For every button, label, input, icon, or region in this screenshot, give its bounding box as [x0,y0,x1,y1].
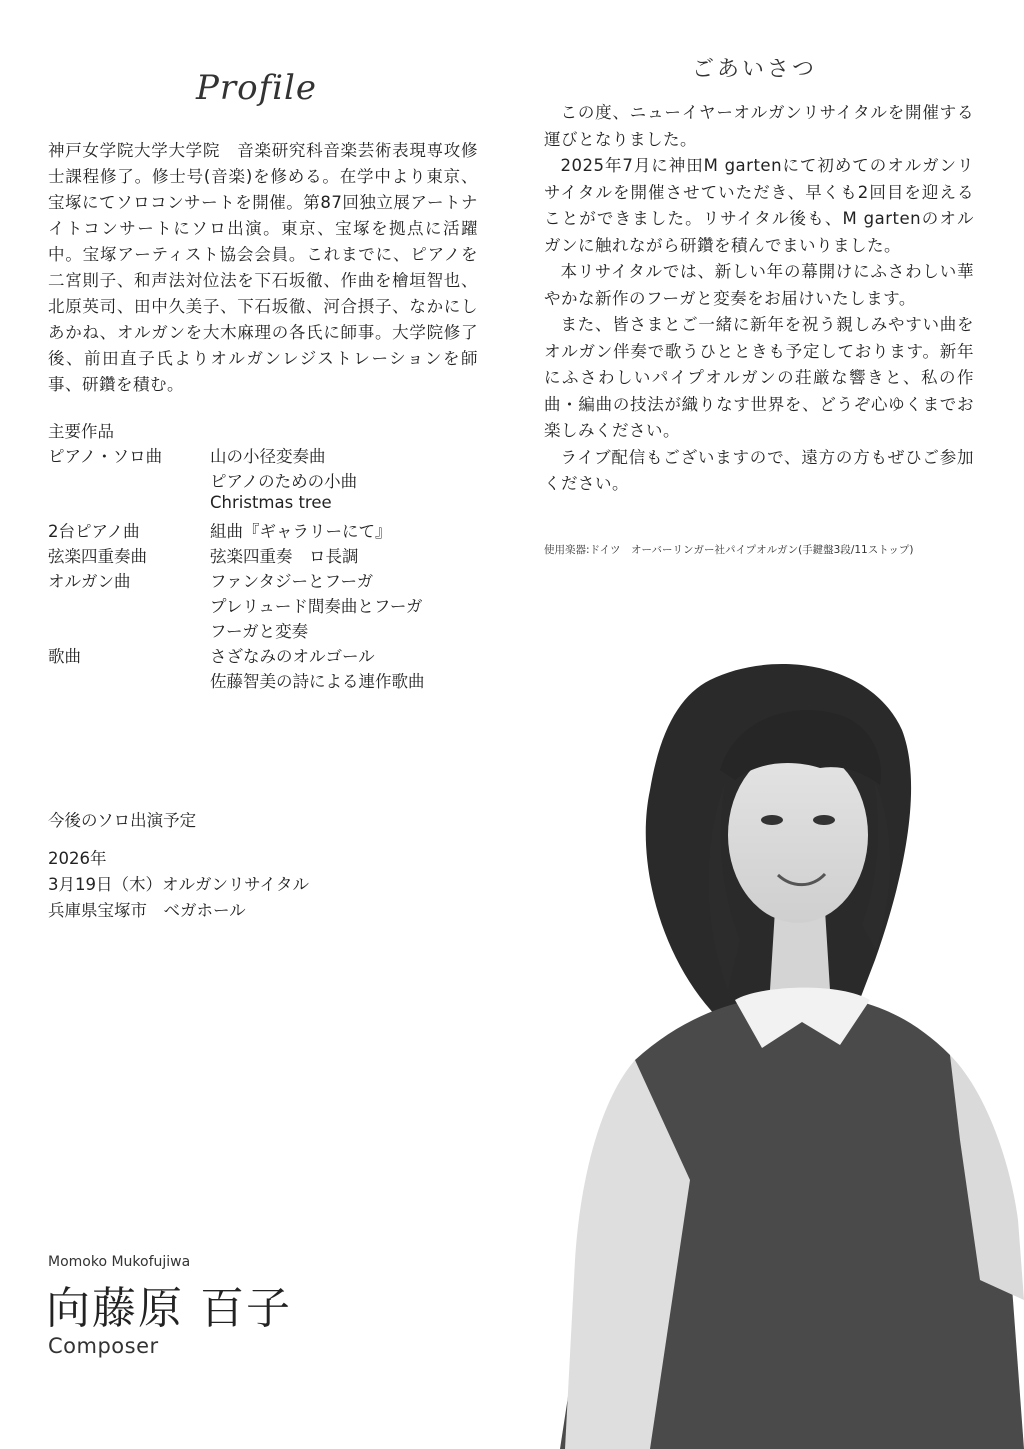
work-category: 弦楽四重奏曲 [48,547,147,566]
greeting-paragraph: この度、ニューイヤーオルガンリサイタルを開催する運びとなりました。 [544,103,974,149]
work-category [48,593,210,618]
greeting-heading: ごあいさつ [692,57,818,82]
work-title: 山の小径変奏曲 [210,447,326,466]
schedule-event: 3月19日（木）オルガンリサイタル [48,875,310,894]
schedule [48,808,309,924]
works-row [48,668,488,693]
works-table [48,443,488,693]
work-category: オルガン曲 [48,572,131,591]
profile-heading: Profile [196,68,318,108]
greeting-paragraph: 本リサイタルでは、新しい年の幕開けにふさわしい華やかな新作のフーガと変奏をお届けいたします。 [544,262,974,308]
works-row [48,468,488,493]
work-title: 佐藤智美の詩による連作歌曲 [210,672,425,691]
schedule-year: 2026年 [48,849,107,868]
instrument-note: 使用楽器:ドイツ オーバーリンガー社パイプオルガン(手鍵盤3段/11ストップ) [544,544,914,556]
work-category: 歌曲 [48,647,81,666]
works-row [48,543,488,568]
works-title: 主要作品 [48,422,114,441]
artist-role: Composer [48,1334,159,1358]
greeting-paragraph: ライブ配信もございますので、遠方の方もぜひご参加ください。 [544,447,974,493]
works-row [48,493,488,518]
works-row [48,618,488,643]
artist-name: 向藤原 百子 [46,1283,292,1334]
schedule-title: 今後のソロ出演予定 [48,811,197,830]
work-category: ピアノ・ソロ曲 [48,447,163,466]
work-title: プレリュード間奏曲とフーガ [210,597,423,616]
greeting-paragraph: 2025年7月に神田M gartenにて初めてのオルガンリサイタルを開催させていただき、早くも2回目を迎えることができました。リサイタル後も、M gartenのオルガンに触れながら研鑽を積んでまいりました。 [544,156,974,255]
works-row [48,518,488,543]
work-title: 弦楽四重奏 ロ長調 [210,547,359,566]
work-title: ファンタジーとフーガ [210,572,374,591]
work-category [48,618,210,643]
work-title: ピアノのための小曲 [210,472,358,491]
works-row [48,643,488,668]
work-category [48,493,210,518]
greeting-paragraph: また、皆さまとご一緒に新年を祝う親しみやすい曲をオルガン伴奏で歌うひとときも予定しております。新年にふさわしいパイプオルガンの荘厳な響きと、私の作曲・編曲の技法が織りなす世界を、どうぞ心ゆくまでお楽しみください。 [544,315,975,440]
works-row [48,443,488,468]
profile-bio: 神戸女学院大学大学院 音楽研究科音楽芸術表現専攻修士課程修了。修士号(音楽)を修める。在学中より東京、宝塚にてソロコンサートを開催。第87回独立展アートナイトコンサートにソロ出演。東京、宝塚を拠点に活躍中。宝塚アーティスト協会会員。これまでに、ピアノを二宮則子、和声法対位法を下石坂徹、作曲を檜垣智也、北原英司、田中久美子、下石坂徹、河合摂子、なかにしあかね、オルガンを大木麻理の各氏に師事。大学院修了後、前田直子氏よりオルガンレジストレーションを師事、研鑽を積む。 [48,141,478,394]
artist-name-romaji: Momoko Mukofujiwa [48,1254,191,1270]
work-title: 組曲『ギャラリーにて』 [210,522,392,541]
artist-portrait [540,660,1024,1449]
schedule-venue: 兵庫県宝塚市 ベガホール [48,901,246,920]
greeting-text [544,100,974,498]
work-title: さざなみのオルゴール [210,647,375,666]
work-category [48,468,210,493]
works-row [48,593,488,618]
work-category [48,668,210,693]
work-title: フーガと変奏 [210,622,309,641]
work-title: Christmas tree [210,493,332,512]
works-row [48,568,488,593]
work-category: 2台ピアノ曲 [48,522,140,541]
